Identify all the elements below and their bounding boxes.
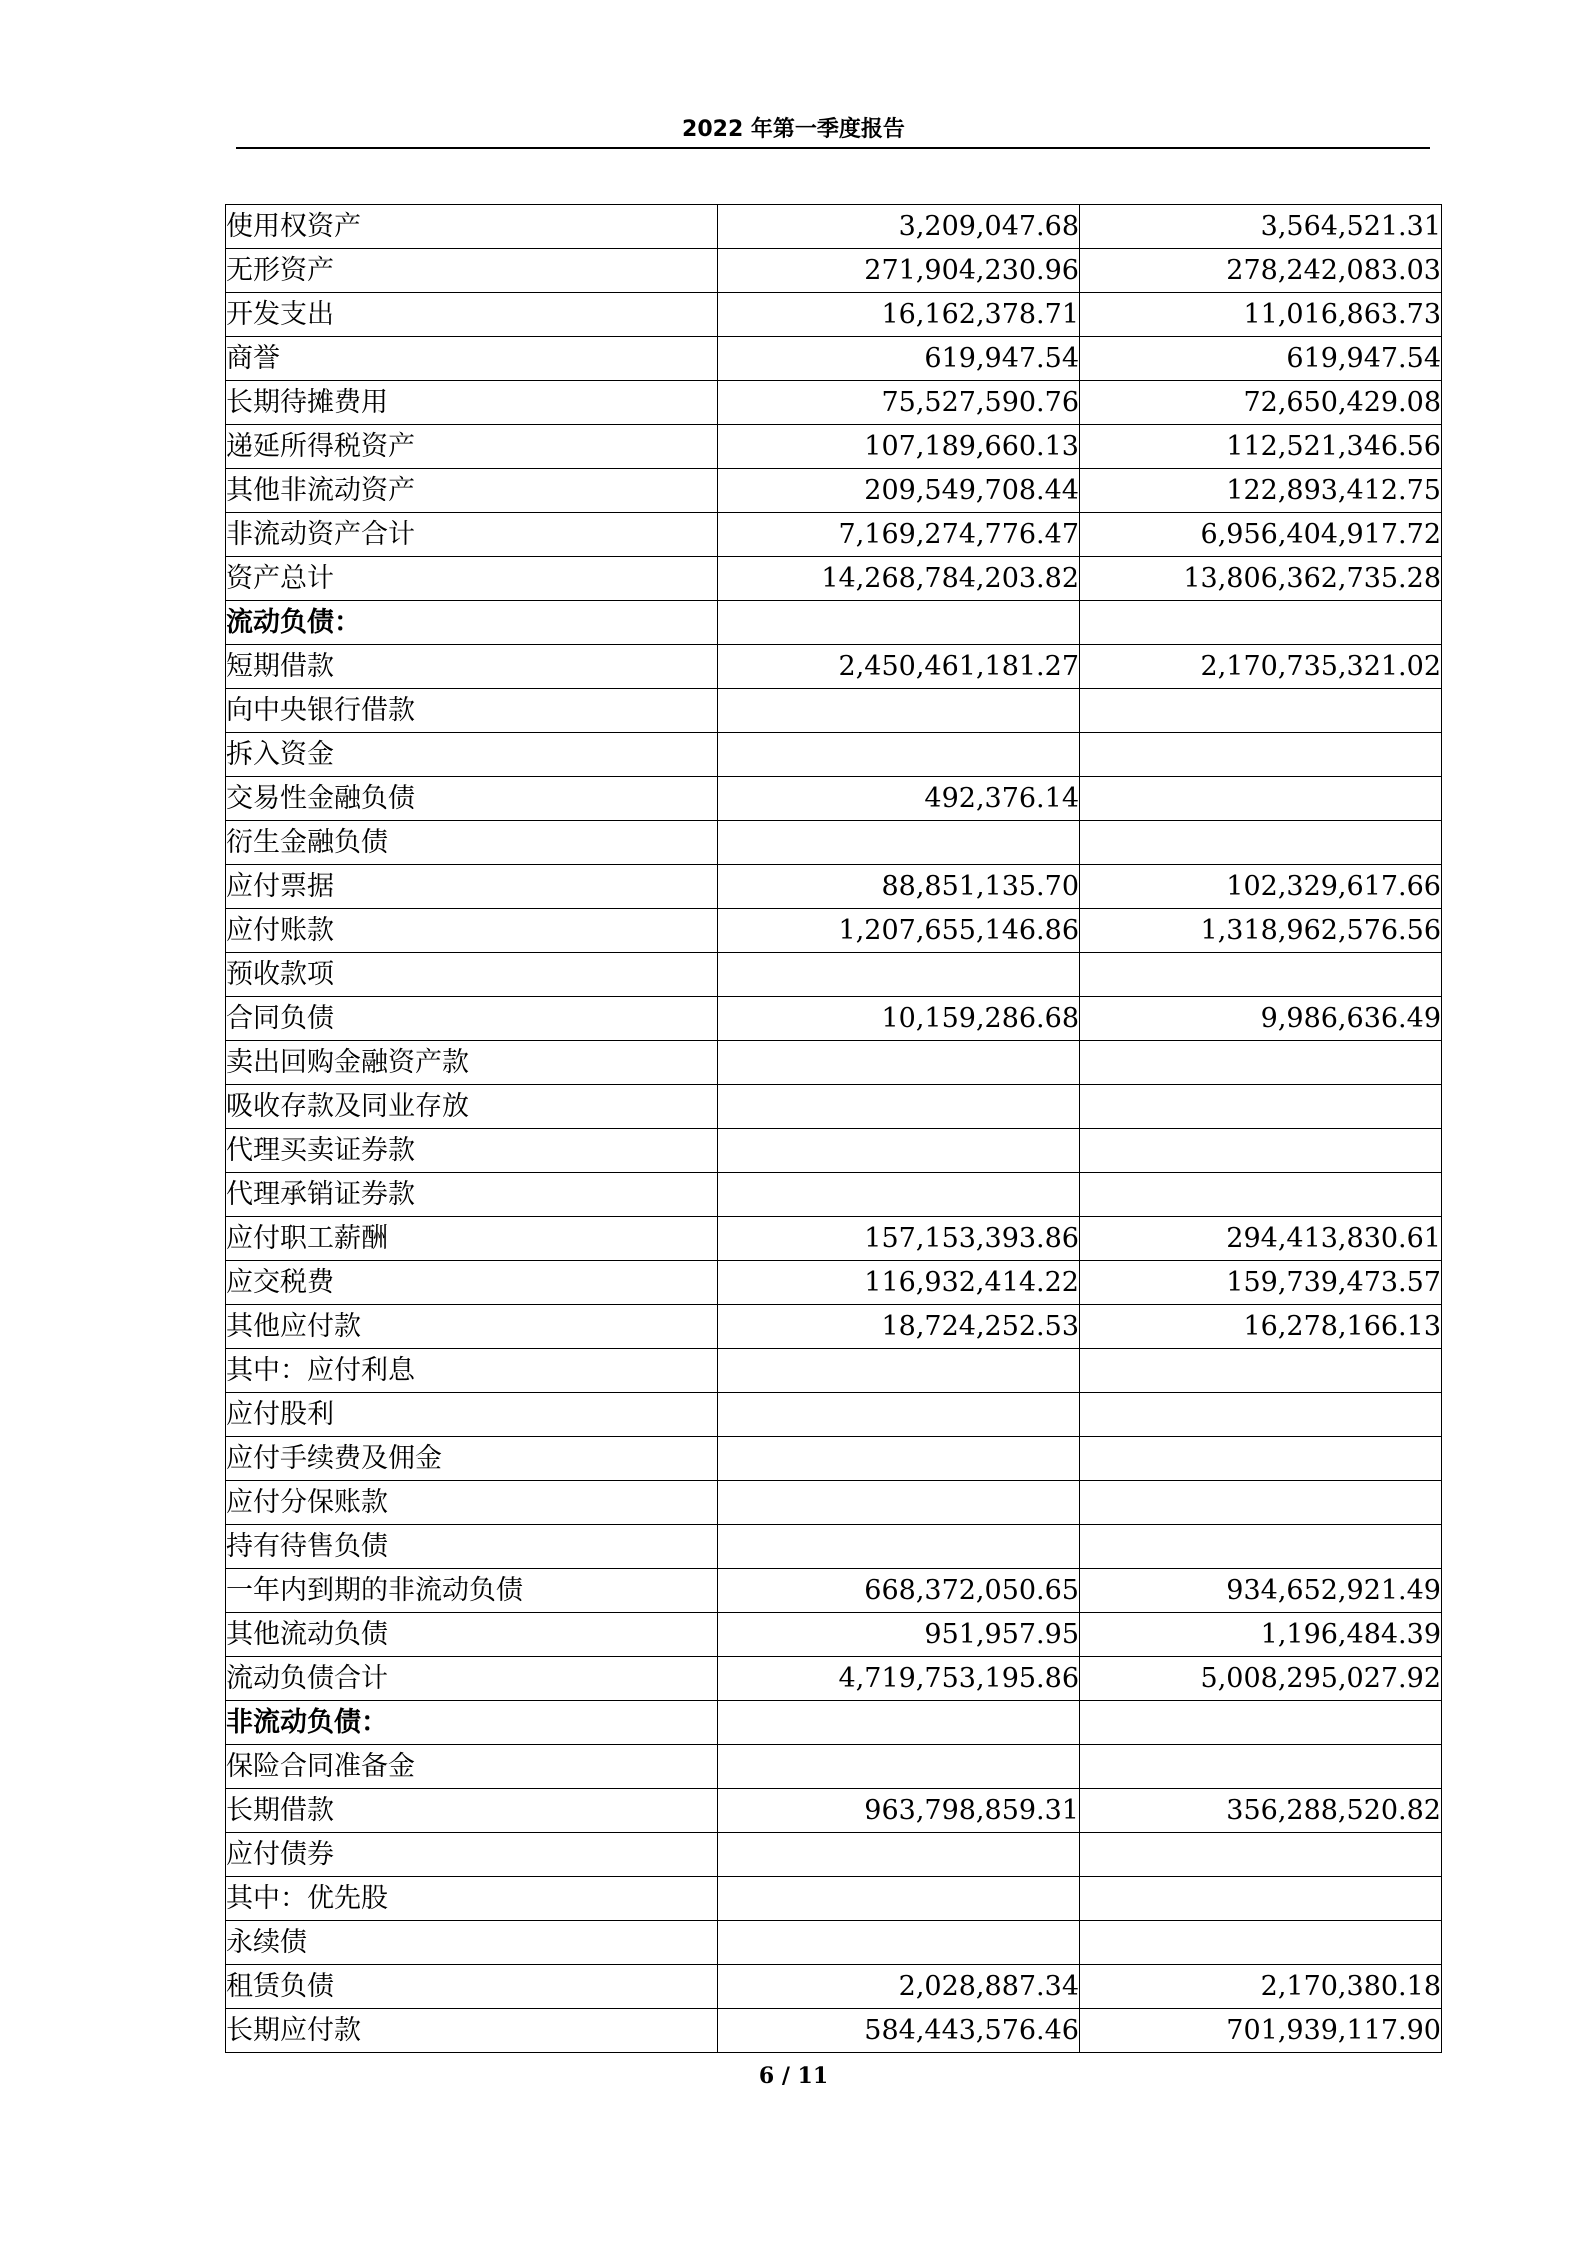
value-period-end: 619,947.54 <box>718 337 1080 381</box>
value-prior-year-end: 11,016,863.73 <box>1080 293 1442 337</box>
row-label: 其他应付款 <box>226 1305 718 1349</box>
value-prior-year-end <box>1080 1041 1442 1085</box>
section-heading: 流动负债： <box>226 601 718 645</box>
value-period-end: 584,443,576.46 <box>718 2009 1080 2053</box>
value-prior-year-end: 3,564,521.31 <box>1080 205 1442 249</box>
value-period-end <box>718 1349 1080 1393</box>
balance-sheet-body <box>226 205 1442 2053</box>
table-row <box>226 425 1442 469</box>
value-period-end <box>718 1701 1080 1745</box>
value-period-end: 2,450,461,181.27 <box>718 645 1080 689</box>
row-label: 使用权资产 <box>226 205 718 249</box>
row-label: 应付职工薪酬 <box>226 1217 718 1261</box>
row-label: 应付手续费及佣金 <box>226 1437 718 1481</box>
value-prior-year-end: 278,242,083.03 <box>1080 249 1442 293</box>
value-prior-year-end <box>1080 1437 1442 1481</box>
value-period-end: 1,207,655,146.86 <box>718 909 1080 953</box>
value-period-end <box>718 1525 1080 1569</box>
report-header-title: 2022 年第一季度报告 <box>682 117 905 142</box>
value-prior-year-end <box>1080 1921 1442 1965</box>
table-row <box>226 513 1442 557</box>
row-label: 应付账款 <box>226 909 718 953</box>
row-label: 商誉 <box>226 337 718 381</box>
row-label: 短期借款 <box>226 645 718 689</box>
value-period-end: 963,798,859.31 <box>718 1789 1080 1833</box>
value-prior-year-end <box>1080 1129 1442 1173</box>
table-row <box>226 1965 1442 2009</box>
table-row <box>226 1261 1442 1305</box>
value-prior-year-end <box>1080 1393 1442 1437</box>
value-prior-year-end <box>1080 953 1442 997</box>
row-label: 吸收存款及同业存放 <box>226 1085 718 1129</box>
value-period-end: 951,957.95 <box>718 1613 1080 1657</box>
value-period-end: 492,376.14 <box>718 777 1080 821</box>
value-prior-year-end <box>1080 1085 1442 1129</box>
table-row <box>226 1877 1442 1921</box>
row-label: 一年内到期的非流动负债 <box>226 1569 718 1613</box>
value-prior-year-end <box>1080 1481 1442 1525</box>
row-label: 交易性金融负债 <box>226 777 718 821</box>
table-row <box>226 1789 1442 1833</box>
table-row <box>226 601 1442 645</box>
table-row <box>226 1173 1442 1217</box>
value-prior-year-end <box>1080 1877 1442 1921</box>
value-prior-year-end <box>1080 1745 1442 1789</box>
value-prior-year-end: 122,893,412.75 <box>1080 469 1442 513</box>
table-row <box>226 1393 1442 1437</box>
value-period-end <box>718 601 1080 645</box>
table-row <box>226 997 1442 1041</box>
value-prior-year-end: 9,986,636.49 <box>1080 997 1442 1041</box>
value-period-end <box>718 1129 1080 1173</box>
value-prior-year-end <box>1080 777 1442 821</box>
row-label: 拆入资金 <box>226 733 718 777</box>
value-period-end: 209,549,708.44 <box>718 469 1080 513</box>
table-row <box>226 1437 1442 1481</box>
table-row <box>226 1041 1442 1085</box>
row-label: 卖出回购金融资产款 <box>226 1041 718 1085</box>
value-period-end: 14,268,784,203.82 <box>718 557 1080 601</box>
value-prior-year-end <box>1080 1173 1442 1217</box>
value-period-end: 157,153,393.86 <box>718 1217 1080 1261</box>
value-period-end <box>718 1085 1080 1129</box>
value-period-end: 88,851,135.70 <box>718 865 1080 909</box>
value-period-end <box>718 1745 1080 1789</box>
row-label: 预收款项 <box>226 953 718 997</box>
value-prior-year-end: 13,806,362,735.28 <box>1080 557 1442 601</box>
value-prior-year-end: 294,413,830.61 <box>1080 1217 1442 1261</box>
row-label: 长期待摊费用 <box>226 381 718 425</box>
table-row <box>226 1129 1442 1173</box>
page-number: 6 / 11 <box>758 2063 829 2089</box>
value-period-end: 271,904,230.96 <box>718 249 1080 293</box>
value-prior-year-end <box>1080 1701 1442 1745</box>
row-label: 其中：优先股 <box>226 1877 718 1921</box>
table-row <box>226 1921 1442 1965</box>
row-label: 应付股利 <box>226 1393 718 1437</box>
row-label: 无形资产 <box>226 249 718 293</box>
value-period-end: 3,209,047.68 <box>718 205 1080 249</box>
row-label: 长期应付款 <box>226 2009 718 2053</box>
value-prior-year-end: 2,170,735,321.02 <box>1080 645 1442 689</box>
value-prior-year-end: 16,278,166.13 <box>1080 1305 1442 1349</box>
value-period-end <box>718 1437 1080 1481</box>
table-row <box>226 293 1442 337</box>
value-prior-year-end <box>1080 689 1442 733</box>
table-row <box>226 337 1442 381</box>
table-row <box>226 249 1442 293</box>
table-row <box>226 821 1442 865</box>
value-prior-year-end <box>1080 821 1442 865</box>
value-prior-year-end <box>1080 601 1442 645</box>
row-label: 租赁负债 <box>226 1965 718 2009</box>
row-label: 应付票据 <box>226 865 718 909</box>
value-prior-year-end: 112,521,346.56 <box>1080 425 1442 469</box>
value-period-end <box>718 689 1080 733</box>
table-row <box>226 1525 1442 1569</box>
table-row <box>226 205 1442 249</box>
value-prior-year-end: 356,288,520.82 <box>1080 1789 1442 1833</box>
table-row <box>226 1481 1442 1525</box>
value-period-end <box>718 1833 1080 1877</box>
row-label: 长期借款 <box>226 1789 718 1833</box>
row-label: 其他非流动资产 <box>226 469 718 513</box>
value-prior-year-end: 159,739,473.57 <box>1080 1261 1442 1305</box>
value-period-end <box>718 1173 1080 1217</box>
table-row <box>226 733 1442 777</box>
row-label: 衍生金融负债 <box>226 821 718 865</box>
table-row <box>226 1701 1442 1745</box>
value-prior-year-end: 1,318,962,576.56 <box>1080 909 1442 953</box>
value-period-end <box>718 953 1080 997</box>
value-period-end: 4,719,753,195.86 <box>718 1657 1080 1701</box>
table-row <box>226 381 1442 425</box>
row-label: 递延所得税资产 <box>226 425 718 469</box>
value-prior-year-end <box>1080 733 1442 777</box>
value-period-end: 16,162,378.71 <box>718 293 1080 337</box>
value-period-end: 10,159,286.68 <box>718 997 1080 1041</box>
value-prior-year-end: 102,329,617.66 <box>1080 865 1442 909</box>
value-period-end <box>718 1877 1080 1921</box>
value-prior-year-end <box>1080 1833 1442 1877</box>
row-label: 资产总计 <box>226 557 718 601</box>
table-row <box>226 1085 1442 1129</box>
table-row <box>226 953 1442 997</box>
value-prior-year-end: 934,652,921.49 <box>1080 1569 1442 1613</box>
value-period-end: 107,189,660.13 <box>718 425 1080 469</box>
value-period-end: 75,527,590.76 <box>718 381 1080 425</box>
value-period-end: 18,724,252.53 <box>718 1305 1080 1349</box>
table-row <box>226 1745 1442 1789</box>
table-row <box>226 2009 1442 2053</box>
table-row <box>226 1569 1442 1613</box>
value-prior-year-end <box>1080 1525 1442 1569</box>
table-row <box>226 1833 1442 1877</box>
value-prior-year-end: 2,170,380.18 <box>1080 1965 1442 2009</box>
row-label: 代理承销证券款 <box>226 1173 718 1217</box>
row-label: 应付分保账款 <box>226 1481 718 1525</box>
table-row <box>226 865 1442 909</box>
row-label: 其他流动负债 <box>226 1613 718 1657</box>
value-prior-year-end: 701,939,117.90 <box>1080 2009 1442 2053</box>
value-prior-year-end <box>1080 1349 1442 1393</box>
value-period-end <box>718 1393 1080 1437</box>
table-row <box>226 645 1442 689</box>
value-prior-year-end: 6,956,404,917.72 <box>1080 513 1442 557</box>
table-row <box>226 689 1442 733</box>
table-row <box>226 1613 1442 1657</box>
value-prior-year-end: 72,650,429.08 <box>1080 381 1442 425</box>
value-prior-year-end: 5,008,295,027.92 <box>1080 1657 1442 1701</box>
value-period-end: 7,169,274,776.47 <box>718 513 1080 557</box>
value-period-end: 2,028,887.34 <box>718 1965 1080 2009</box>
row-label: 合同负债 <box>226 997 718 1041</box>
value-period-end: 116,932,414.22 <box>718 1261 1080 1305</box>
row-label: 向中央银行借款 <box>226 689 718 733</box>
balance-sheet-table <box>225 204 1442 2053</box>
table-row <box>226 1217 1442 1261</box>
table-row <box>226 1349 1442 1393</box>
row-label: 应付债券 <box>226 1833 718 1877</box>
table-row <box>226 909 1442 953</box>
value-period-end <box>718 1481 1080 1525</box>
table-row <box>226 469 1442 513</box>
row-label: 其中：应付利息 <box>226 1349 718 1393</box>
row-label: 非流动资产合计 <box>226 513 718 557</box>
table-row <box>226 1305 1442 1349</box>
value-period-end <box>718 821 1080 865</box>
value-period-end <box>718 1041 1080 1085</box>
section-heading: 非流动负债： <box>226 1701 718 1745</box>
table-row <box>226 777 1442 821</box>
value-period-end: 668,372,050.65 <box>718 1569 1080 1613</box>
row-label: 开发支出 <box>226 293 718 337</box>
value-prior-year-end: 1,196,484.39 <box>1080 1613 1442 1657</box>
value-prior-year-end: 619,947.54 <box>1080 337 1442 381</box>
row-label: 应交税费 <box>226 1261 718 1305</box>
table-row <box>226 1657 1442 1701</box>
header-divider <box>236 147 1430 149</box>
row-label: 代理买卖证券款 <box>226 1129 718 1173</box>
row-label: 永续债 <box>226 1921 718 1965</box>
row-label: 持有待售负债 <box>226 1525 718 1569</box>
value-period-end <box>718 1921 1080 1965</box>
table-row <box>226 557 1442 601</box>
row-label: 保险合同准备金 <box>226 1745 718 1789</box>
value-period-end <box>718 733 1080 777</box>
row-label: 流动负债合计 <box>226 1657 718 1701</box>
